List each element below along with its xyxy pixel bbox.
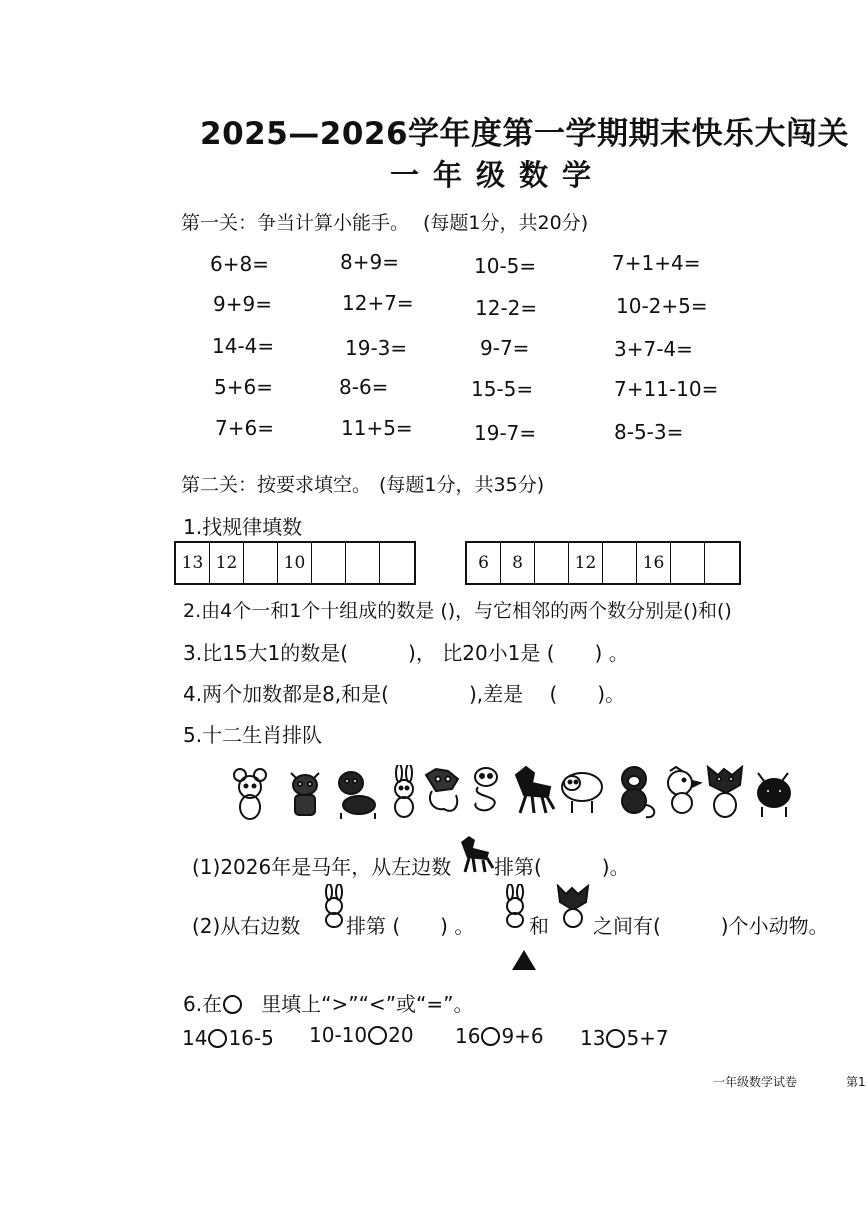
compare-circle[interactable] <box>606 1029 625 1048</box>
exam-subtitle: 一年级数学 <box>390 158 606 192</box>
footer-label: 一年级数学试卷 <box>713 1075 798 1089</box>
sequence-left <box>174 541 416 585</box>
calc-item: 19-7= <box>474 421 537 445</box>
calc-item: 8-6= <box>339 375 389 399</box>
rooster-icon <box>668 767 700 813</box>
calc-item: 9-7= <box>480 336 530 360</box>
sequence-blank[interactable] <box>705 543 739 583</box>
compare-item: 14 16-5 <box>182 1026 274 1050</box>
rabbit-icon <box>395 765 413 817</box>
compare-circle[interactable] <box>368 1026 387 1045</box>
question-5-2-between: 之间有( )个小动物。 <box>593 914 829 938</box>
rat-icon <box>234 769 266 819</box>
compare-circle[interactable] <box>208 1029 227 1048</box>
calc-item: 6+8= <box>210 252 269 276</box>
monkey-icon <box>622 767 654 817</box>
compare-item: 16 9+6 <box>455 1024 544 1048</box>
tiger-icon <box>339 772 375 819</box>
pig-icon <box>758 773 790 817</box>
snake-icon <box>475 768 497 810</box>
sequence-blank[interactable] <box>671 543 705 583</box>
calc-item: 10-2+5= <box>616 294 708 318</box>
question-5-2: (2)从右边数 <box>192 914 301 938</box>
sequence-blank[interactable] <box>346 543 380 583</box>
calc-item: 7+11-10= <box>614 377 719 401</box>
exam-title: 2025—2026学年度第一学期期末快乐大闯关 <box>200 116 850 152</box>
sequence-blank[interactable] <box>312 543 346 583</box>
sequence-cell: 10 <box>278 543 312 583</box>
calc-item: 3+7-4= <box>614 337 693 361</box>
calc-item: 8+9= <box>340 250 399 274</box>
calc-item: 11+5= <box>341 416 413 440</box>
calc-item: 7+1+4= <box>612 251 701 275</box>
calc-item: 8-5-3= <box>614 420 684 444</box>
triangle-icon <box>511 949 537 971</box>
sequence-cell: 8 <box>501 543 535 583</box>
sequence-blank[interactable] <box>380 543 414 583</box>
calc-item: 15-5= <box>471 377 534 401</box>
question-3: 3.比15大1的数是( )， 比20小1是 ( ) 。 <box>183 641 629 665</box>
section2-heading: 第二关：按要求填空。 (每题1分，共35分) <box>181 474 545 496</box>
horse-icon <box>516 767 554 813</box>
calc-item: 7+6= <box>215 416 274 440</box>
compare-circle[interactable] <box>481 1027 500 1046</box>
question-1: 1.找规律填数 <box>183 515 303 539</box>
dog-icon <box>556 884 592 928</box>
sheep-icon <box>562 773 602 813</box>
calc-item: 10-5= <box>474 254 537 278</box>
footer-page: 第1 <box>846 1075 866 1089</box>
compare-item: 13 5+7 <box>580 1026 669 1050</box>
sequence-blank[interactable] <box>244 543 278 583</box>
sequence-blank[interactable] <box>535 543 569 583</box>
calc-item: 9+9= <box>213 292 272 316</box>
sequence-cell: 12 <box>569 543 603 583</box>
zodiac-row <box>230 765 868 825</box>
calc-item: 14-4= <box>212 334 275 358</box>
sequence-cell: 6 <box>467 543 501 583</box>
dragon-icon <box>426 769 458 811</box>
question-5-2-and: 和 <box>529 914 549 938</box>
section1-heading: 第一关：争当计算小能手。 (每题1分，共20分) <box>181 212 589 234</box>
circle-icon <box>223 995 242 1014</box>
calc-item: 19-3= <box>345 336 408 360</box>
question-4: 4.两个加数都是8,和是( ),差是 ( )。 <box>183 682 626 706</box>
question-5-1: (1)2026年是马年，从左边数 <box>192 855 452 879</box>
calc-item: 12-2= <box>475 296 538 320</box>
question-5-1-answer: 排第( )。 <box>494 855 630 879</box>
sequence-right <box>465 541 741 585</box>
calc-item: 12+7= <box>342 291 414 315</box>
calc-item: 5+6= <box>214 375 273 399</box>
ox-icon <box>291 773 319 815</box>
sequence-cell: 13 <box>176 543 210 583</box>
horse-icon <box>457 834 497 874</box>
question-5: 5.十二生肖排队 <box>183 723 323 747</box>
sequence-blank[interactable] <box>603 543 637 583</box>
rabbit-icon <box>499 884 531 928</box>
question-2: 2.由4个一和1个十组成的数是 ()，与它相邻的两个数分别是()和() <box>183 600 732 622</box>
dog-icon <box>708 767 742 817</box>
sequence-cell: 16 <box>637 543 671 583</box>
sequence-cell: 12 <box>210 543 244 583</box>
question-5-2-answer: 排第 ( ) 。 <box>346 914 475 938</box>
compare-item: 10-10 20 <box>309 1023 414 1047</box>
question-6: 6.在 里填上“>”“<”或“=”。 <box>183 992 474 1016</box>
